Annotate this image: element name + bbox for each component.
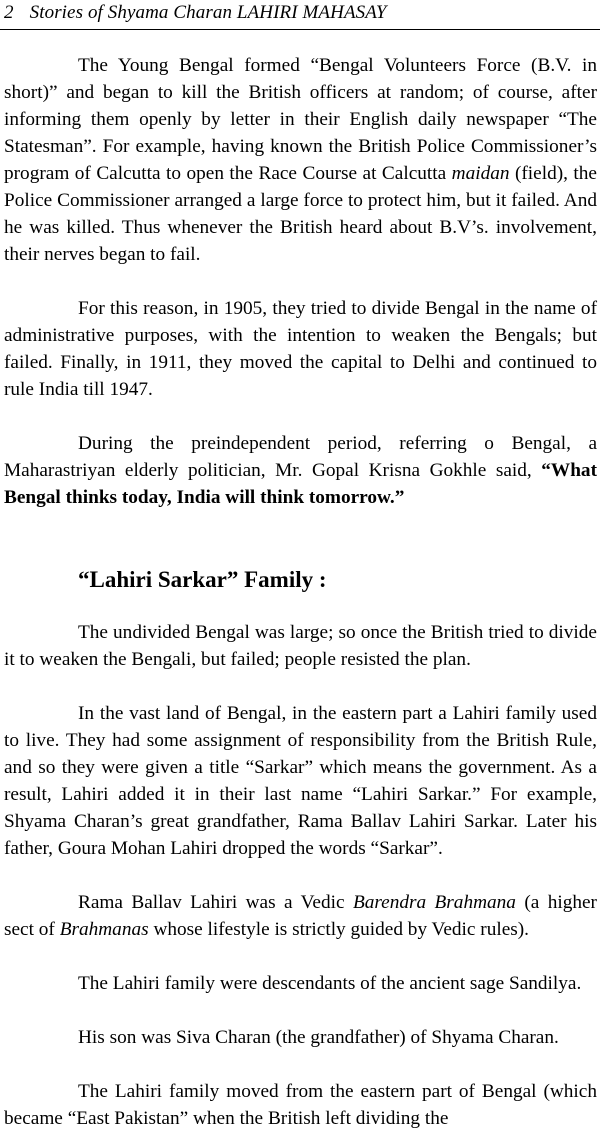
paragraph-text: The Young Bengal formed “Bengal Volunteers Force (B.V. in short)” and began to kill the British officers at random; of course, after informing them openly by letter in their English daily newspaper “The Statesman”. For example, having known the British Police Commissioner’s program of Calcutta to open the Race Course at Calcutta — [4, 55, 597, 184]
paragraph-lahiri-family: In the vast land of Bengal, in the eastern part a Lahiri family used to live. They had some assignment of responsibility from the British Rule, and so they were given a title “Sarkar” which means the government. As a result, Lahiri added it in their last name “Lahiri Sarkar.” For example, Shyama Charan’s great grandfather, Rama Ballav Lahiri Sarkar. Later his father, Goura Mohan Lahiri dropped the words “Sarkar”. — [4, 703, 597, 859]
paragraph-text: whose lifestyle is strictly guided by Vedic rules). — [153, 919, 529, 940]
paragraph-gokhle-quote — [4, 430, 597, 511]
page-body — [4, 52, 597, 1132]
paragraph-partition-1905: For this reason, in 1905, they tried to divide Bengal in the name of administrative purposes, with the intention to weaken the Bengals; but failed. Finally, in 1911, they moved the capital to Delhi and continued to rule India till 1947. — [4, 298, 597, 400]
paragraph-sandilya: The Lahiri family were descendants of the ancient sage Sandilya. — [78, 973, 582, 994]
header-rule — [0, 29, 600, 30]
paragraph-siva-charan: His son was Siva Charan (the grandfather) of Shyama Charan. — [78, 1027, 559, 1048]
running-title: Stories of Shyama Charan LAHIRI MAHASAY — [29, 2, 387, 23]
section-heading: “Lahiri Sarkar” Family : — [78, 567, 327, 592]
paragraph-undivided-bengal: The undivided Bengal was large; so once the British tried to divide it to weaken the Bengali, but failed; people resisted the plan. — [4, 622, 597, 670]
paragraph-text: (field), the Police Commissioner arranged a large force to protect him, but it failed. And he was killed. Thus whenever the British heard about B.V’s. involvement, their nerves began to fail. — [4, 163, 597, 265]
paragraph-east-pakistan: The Lahiri family moved from the eastern part of Bengal (which became “East Pakistan” when the British left dividing the — [4, 1081, 597, 1129]
italic-term-brahmanas: Brahmanas — [59, 919, 149, 940]
paragraph-text: (a higher sect of — [4, 892, 597, 940]
bold-quote: “What Bengal thinks today, India will think tomorrow.” — [4, 460, 597, 508]
running-header — [4, 2, 387, 24]
paragraph-rama-ballav — [4, 889, 597, 943]
paragraph-text: Rama Ballav Lahiri was a Vedic — [78, 892, 345, 913]
italic-term-barendra-brahmana: Barendra Brahmana — [352, 892, 516, 913]
page-number: 2 — [4, 2, 14, 23]
paragraph-text: During the preindependent period, referring o Bengal, a Maharastriyan elderly politician, Mr. Gopal Krisna Gokhle said, — [4, 433, 597, 481]
paragraph-bengal-volunteers — [4, 52, 597, 268]
italic-term-maidan: maidan — [451, 163, 510, 184]
